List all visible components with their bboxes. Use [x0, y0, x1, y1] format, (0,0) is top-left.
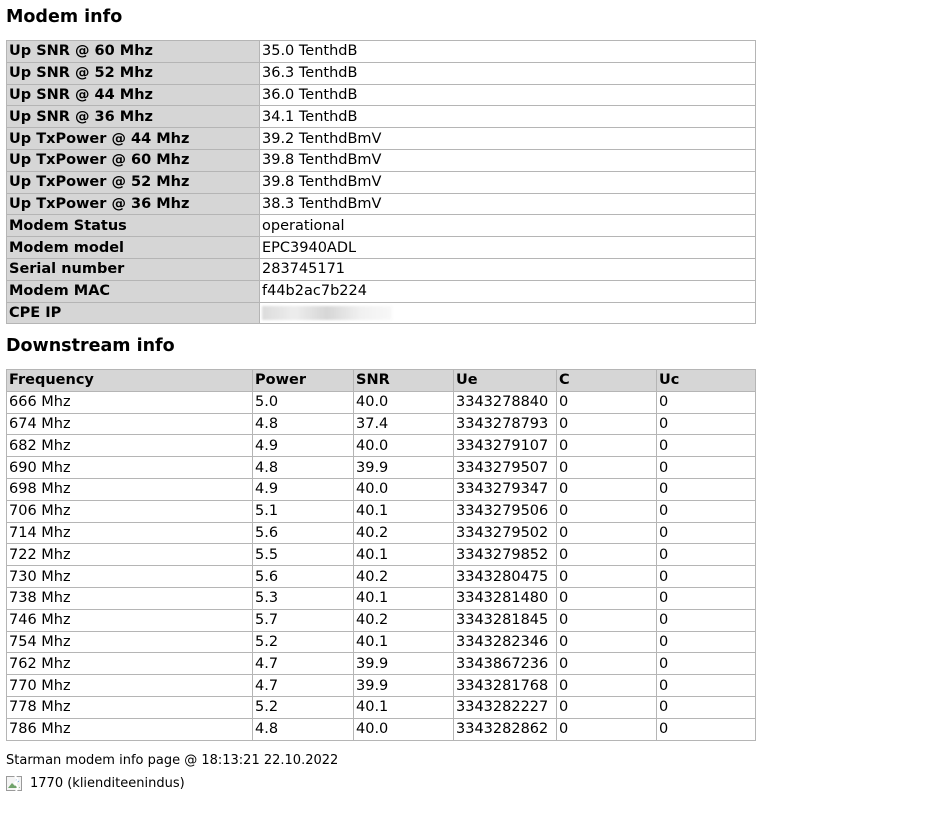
- modem-info-row: [7, 62, 756, 84]
- table-cell: 0: [657, 544, 756, 566]
- table-cell: 4.7: [253, 653, 354, 675]
- table-cell: 738 Mhz: [7, 587, 253, 609]
- table-cell: 0: [557, 609, 657, 631]
- table-cell: 778 Mhz: [7, 696, 253, 718]
- table-cell: 0: [657, 457, 756, 479]
- table-cell: 4.8: [253, 413, 354, 435]
- table-cell: 3343281480: [454, 587, 557, 609]
- table-cell: 5.3: [253, 587, 354, 609]
- table-cell: 3343278840: [454, 391, 557, 413]
- modem-info-row: [7, 215, 756, 237]
- table-row: [7, 675, 756, 697]
- modem-info-label: Up SNR @ 52 Mhz: [7, 62, 260, 84]
- table-cell: 40.0: [354, 435, 454, 457]
- modem-info-value: [260, 302, 756, 324]
- table-cell: 3343281845: [454, 609, 557, 631]
- table-cell: 0: [557, 587, 657, 609]
- table-row: [7, 413, 756, 435]
- table-cell: 39.9: [354, 653, 454, 675]
- table-cell: 3343280475: [454, 566, 557, 588]
- table-cell: 666 Mhz: [7, 391, 253, 413]
- downstream-info-table: [6, 369, 756, 741]
- modem-info-value: 39.2 TenthdBmV: [260, 128, 756, 150]
- modem-info-row: [7, 193, 756, 215]
- footer-timestamp: Starman modem info page @ 18:13:21 22.10.2022: [6, 753, 339, 768]
- table-row: [7, 718, 756, 740]
- modem-info-label: Up TxPower @ 36 Mhz: [7, 193, 260, 215]
- table-cell: 5.2: [253, 631, 354, 653]
- table-cell: 0: [557, 631, 657, 653]
- table-cell: 40.0: [354, 478, 454, 500]
- table-cell: 0: [557, 566, 657, 588]
- table-cell: 40.1: [354, 631, 454, 653]
- table-cell: 0: [657, 413, 756, 435]
- table-cell: 5.5: [253, 544, 354, 566]
- table-row: [7, 587, 756, 609]
- table-cell: 0: [657, 631, 756, 653]
- table-cell: 3343279347: [454, 478, 557, 500]
- table-cell: 754 Mhz: [7, 631, 253, 653]
- table-cell: 714 Mhz: [7, 522, 253, 544]
- modem-info-value: f44b2ac7b224: [260, 280, 756, 302]
- table-cell: 706 Mhz: [7, 500, 253, 522]
- modem-info-row: [7, 128, 756, 150]
- table-cell: 762 Mhz: [7, 653, 253, 675]
- modem-info-label: Modem Status: [7, 215, 260, 237]
- modem-info-label: CPE IP: [7, 302, 260, 324]
- table-cell: 0: [557, 653, 657, 675]
- table-cell: 40.2: [354, 609, 454, 631]
- modem-info-table: [6, 40, 756, 324]
- modem-info-label: Up SNR @ 44 Mhz: [7, 84, 260, 106]
- table-cell: 0: [657, 653, 756, 675]
- table-row: [7, 478, 756, 500]
- table-cell: 0: [557, 544, 657, 566]
- table-cell: 722 Mhz: [7, 544, 253, 566]
- modem-info-label: Up SNR @ 60 Mhz: [7, 41, 260, 63]
- table-cell: 4.7: [253, 675, 354, 697]
- table-cell: 0: [657, 696, 756, 718]
- broken-image-icon: [6, 776, 24, 792]
- table-cell: 40.1: [354, 587, 454, 609]
- table-cell: 674 Mhz: [7, 413, 253, 435]
- table-cell: 0: [657, 718, 756, 740]
- modem-info-row: [7, 149, 756, 171]
- redacted-ip: [262, 306, 392, 320]
- column-header-uc: Uc: [657, 370, 756, 392]
- modem-info-row: [7, 237, 756, 259]
- table-cell: 40.1: [354, 500, 454, 522]
- table-cell: 5.1: [253, 500, 354, 522]
- table-cell: 0: [657, 566, 756, 588]
- modem-info-value: EPC3940ADL: [260, 237, 756, 259]
- table-cell: 0: [557, 675, 657, 697]
- table-cell: 0: [657, 587, 756, 609]
- modem-info-row: [7, 106, 756, 128]
- table-cell: 746 Mhz: [7, 609, 253, 631]
- table-row: [7, 391, 756, 413]
- column-header-snr: SNR: [354, 370, 454, 392]
- table-row: [7, 457, 756, 479]
- modem-info-label: Up SNR @ 36 Mhz: [7, 106, 260, 128]
- table-cell: 3343279506: [454, 500, 557, 522]
- column-header-power: Power: [253, 370, 354, 392]
- table-cell: 0: [657, 675, 756, 697]
- table-row: [7, 609, 756, 631]
- table-cell: 40.1: [354, 696, 454, 718]
- table-cell: 3343279507: [454, 457, 557, 479]
- table-cell: 0: [657, 478, 756, 500]
- table-cell: 4.9: [253, 478, 354, 500]
- table-cell: 0: [557, 478, 657, 500]
- footer-image: [6, 775, 185, 793]
- table-row: [7, 522, 756, 544]
- table-cell: 3343281768: [454, 675, 557, 697]
- modem-info-row: [7, 302, 756, 324]
- table-cell: 39.9: [354, 457, 454, 479]
- table-cell: 5.0: [253, 391, 354, 413]
- table-cell: 40.1: [354, 544, 454, 566]
- modem-info-label: Serial number: [7, 258, 260, 280]
- table-cell: 0: [657, 609, 756, 631]
- modem-info-value: 39.8 TenthdBmV: [260, 149, 756, 171]
- table-cell: 3343282862: [454, 718, 557, 740]
- table-cell: 40.0: [354, 391, 454, 413]
- table-row: [7, 696, 756, 718]
- table-cell: 40.0: [354, 718, 454, 740]
- modem-info-value: 34.1 TenthdB: [260, 106, 756, 128]
- modem-info-label: Up TxPower @ 44 Mhz: [7, 128, 260, 150]
- modem-info-row: [7, 41, 756, 63]
- table-cell: 3343278793: [454, 413, 557, 435]
- table-cell: 3343282346: [454, 631, 557, 653]
- table-cell: 3343867236: [454, 653, 557, 675]
- modem-info-row: [7, 171, 756, 193]
- modem-info-value: 283745171: [260, 258, 756, 280]
- table-row: [7, 544, 756, 566]
- table-cell: 0: [557, 522, 657, 544]
- table-row: [7, 435, 756, 457]
- table-row: [7, 631, 756, 653]
- table-cell: 0: [657, 391, 756, 413]
- table-cell: 3343279502: [454, 522, 557, 544]
- table-cell: 0: [557, 413, 657, 435]
- table-row: [7, 500, 756, 522]
- table-cell: 37.4: [354, 413, 454, 435]
- column-header-c: C: [557, 370, 657, 392]
- table-cell: 5.6: [253, 566, 354, 588]
- modem-info-row: [7, 84, 756, 106]
- table-row: [7, 653, 756, 675]
- table-cell: 698 Mhz: [7, 478, 253, 500]
- table-cell: 3343282227: [454, 696, 557, 718]
- modem-info-row: [7, 280, 756, 302]
- table-cell: 3343279852: [454, 544, 557, 566]
- table-cell: 0: [657, 500, 756, 522]
- table-cell: 730 Mhz: [7, 566, 253, 588]
- column-header-frequency: Frequency: [7, 370, 253, 392]
- modem-info-value: 36.0 TenthdB: [260, 84, 756, 106]
- table-cell: 4.9: [253, 435, 354, 457]
- modem-info-label: Modem MAC: [7, 280, 260, 302]
- table-cell: 0: [557, 391, 657, 413]
- modem-info-label: Up TxPower @ 60 Mhz: [7, 149, 260, 171]
- table-cell: 0: [557, 718, 657, 740]
- modem-info-label: Modem model: [7, 237, 260, 259]
- modem-info-value: 38.3 TenthdBmV: [260, 193, 756, 215]
- table-cell: 5.7: [253, 609, 354, 631]
- table-cell: 0: [557, 696, 657, 718]
- table-cell: 0: [557, 457, 657, 479]
- modem-info-value: 36.3 TenthdB: [260, 62, 756, 84]
- modem-info-value: operational: [260, 215, 756, 237]
- column-header-ue: Ue: [454, 370, 557, 392]
- table-cell: 40.2: [354, 522, 454, 544]
- table-cell: 5.2: [253, 696, 354, 718]
- modem-info-heading: Modem info: [6, 7, 123, 27]
- modem-info-row: [7, 258, 756, 280]
- table-cell: 39.9: [354, 675, 454, 697]
- table-cell: 0: [657, 522, 756, 544]
- table-cell: 4.8: [253, 718, 354, 740]
- table-row: [7, 566, 756, 588]
- modem-info-label: Up TxPower @ 52 Mhz: [7, 171, 260, 193]
- table-cell: 690 Mhz: [7, 457, 253, 479]
- table-cell: 0: [557, 435, 657, 457]
- table-cell: 786 Mhz: [7, 718, 253, 740]
- modem-info-value: 39.8 TenthdBmV: [260, 171, 756, 193]
- table-cell: 40.2: [354, 566, 454, 588]
- table-header-row: [7, 370, 756, 392]
- table-cell: 682 Mhz: [7, 435, 253, 457]
- table-cell: 770 Mhz: [7, 675, 253, 697]
- downstream-info-heading: Downstream info: [6, 336, 175, 356]
- image-alt-text: 1770 (klienditeenindus): [30, 776, 185, 791]
- table-cell: 5.6: [253, 522, 354, 544]
- table-cell: 4.8: [253, 457, 354, 479]
- table-cell: 3343279107: [454, 435, 557, 457]
- table-cell: 0: [557, 500, 657, 522]
- modem-info-value: 35.0 TenthdB: [260, 41, 756, 63]
- table-cell: 0: [657, 435, 756, 457]
